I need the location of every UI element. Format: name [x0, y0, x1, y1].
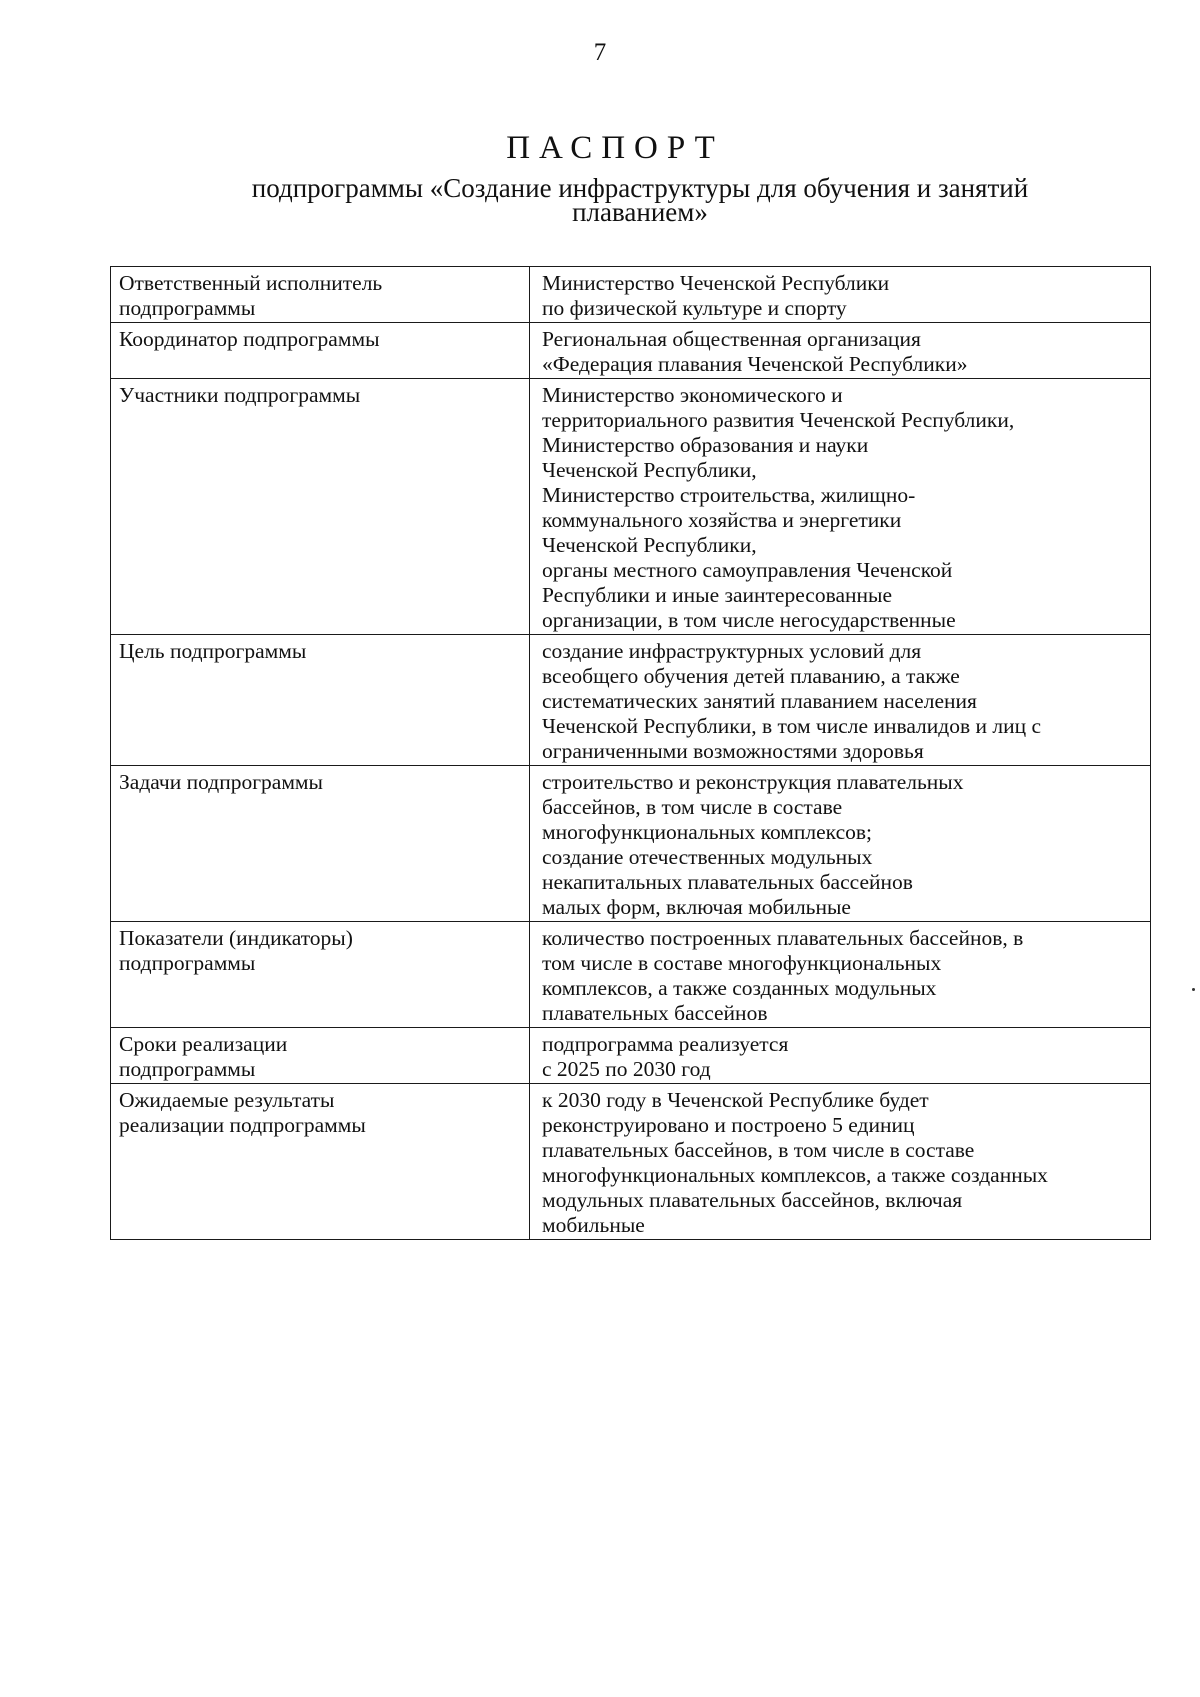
row-value-cell	[530, 766, 1151, 922]
row-value-cell	[530, 1084, 1151, 1240]
document-title: ПАСПОРТ	[506, 130, 724, 166]
row-value-cell	[530, 323, 1151, 379]
row-value: строительство и реконструкция плавательных бассейнов, в том числе в составе многофункциональных комплексов; создание отечественных модульных некапитальных плавательных бассейнов малых форм, включая мобильные	[542, 770, 964, 919]
page-number: 7	[593, 39, 607, 66]
row-value: Региональная общественная организация «Федерация плавания Чеченской Республики»	[542, 327, 968, 376]
table-row	[111, 922, 1151, 1028]
row-value-cell	[530, 1028, 1151, 1084]
row-label: Участники подпрограммы	[119, 383, 361, 407]
row-label-cell	[111, 922, 530, 1028]
subtitle-text: подпрограммы «Создание инфраструктуры для обучения и занятий плаванием»	[251, 173, 1029, 227]
row-label-cell	[111, 766, 530, 922]
table-row	[111, 1084, 1151, 1240]
row-value-cell	[530, 922, 1151, 1028]
row-value: Министерство экономического и территориального развития Чеченской Республики, Министерство образования и науки Чеченской Республики, Министерство строительства, жилищно- коммунального хозяйства и энергетики Чеченской Республики, органы местного самоуправления Чеченской Республики и иные заинтересованные организации, в том числе негосударственные	[542, 383, 1015, 632]
row-value: к 2030 году в Чеченской Республике будет реконструировано и построено 5 единиц плавательных бассейнов, в том числе в составе многофункциональных комплексов, а также созданных модульных плавательных бассейнов, включая мобильные	[542, 1088, 1048, 1237]
row-label-cell	[111, 379, 530, 635]
passport-table	[110, 266, 1151, 1240]
row-value: создание инфраструктурных условий для всеобщего обучения детей плаванию, а также систематических занятий плаванием населения Чеченской Республики, в том числе инвалидов и лиц с ограниченными возможностями здоровья	[542, 639, 1042, 763]
table-row	[111, 1028, 1151, 1084]
table-row	[111, 635, 1151, 766]
row-label: Сроки реализации подпрограммы	[119, 1032, 288, 1081]
document-subtitle	[160, 173, 1120, 227]
row-label: Ожидаемые результаты реализации подпрограммы	[119, 1088, 366, 1137]
row-label-cell	[111, 267, 530, 323]
row-label-cell	[111, 323, 530, 379]
row-label-cell	[111, 1084, 530, 1240]
row-value: Министерство Чеченской Республики по физической культуре и спорту	[542, 271, 890, 320]
scan-speck	[1192, 988, 1195, 991]
row-value: подпрограмма реализуется с 2025 по 2030 год	[542, 1032, 789, 1081]
row-label: Ответственный исполнитель подпрограммы	[119, 271, 383, 320]
row-label: Задачи подпрограммы	[119, 770, 323, 794]
row-value-cell	[530, 635, 1151, 766]
row-label-cell	[111, 1028, 530, 1084]
table-row	[111, 766, 1151, 922]
table-row	[111, 267, 1151, 323]
row-label: Показатели (индикаторы) подпрограммы	[119, 926, 353, 975]
row-value-cell	[530, 379, 1151, 635]
row-value: количество построенных плавательных бассейнов, в том числе в составе многофункциональных комплексов, а также созданных модульных плавательных бассейнов	[542, 926, 1024, 1025]
table-row	[111, 323, 1151, 379]
row-value-cell	[530, 267, 1151, 323]
row-label: Цель подпрограммы	[119, 639, 307, 663]
row-label: Координатор подпрограммы	[119, 327, 380, 351]
table-row	[111, 379, 1151, 635]
row-label-cell	[111, 635, 530, 766]
